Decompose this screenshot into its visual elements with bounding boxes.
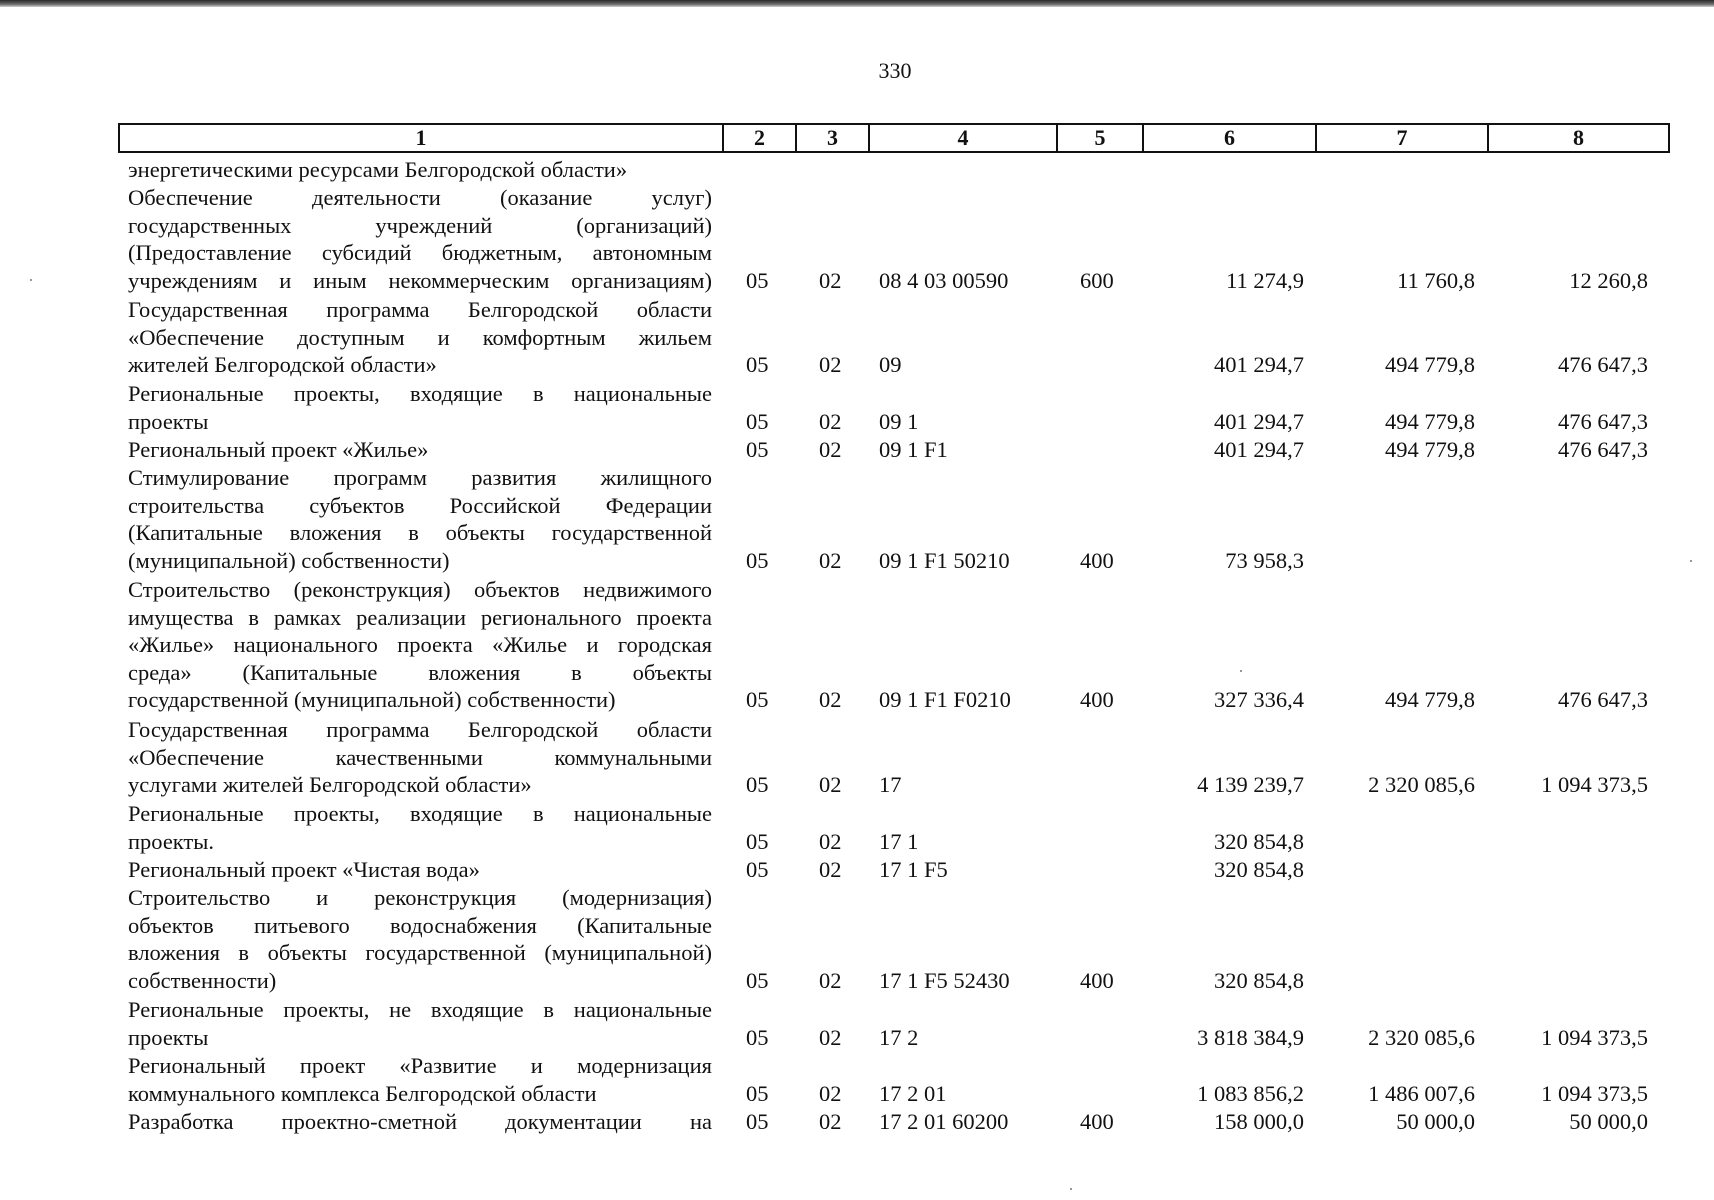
- scan-speck: [30, 279, 32, 281]
- row-description: [128, 996, 712, 1051]
- description-line: Строительство и реконструкция (модернизация): [128, 885, 712, 910]
- amount-col-8: 476 647,3: [1558, 687, 1648, 712]
- subsection-code: 02: [819, 352, 842, 377]
- subsection-code: 02: [819, 857, 842, 882]
- amount-col-7: 2 320 085,6: [1368, 1024, 1475, 1050]
- column-header-8: 8: [1488, 124, 1669, 152]
- column-header-7: 7: [1316, 124, 1488, 152]
- subsection-code: 02: [819, 1109, 842, 1134]
- section-code: 05: [746, 267, 769, 293]
- amount-col-6: 320 854,8: [1214, 967, 1304, 993]
- description-line: Государственная программа Белгородской области: [128, 717, 712, 742]
- description-line: Региональные проекты, входящие в национальные: [128, 801, 712, 826]
- target-article-code: 17 1: [879, 828, 919, 854]
- amount-col-7: 494 779,8: [1385, 687, 1475, 712]
- description-line: жителей Белгородской области»: [128, 352, 437, 377]
- description-line: (Предоставление субсидий бюджетным, автономным: [128, 240, 712, 265]
- amount-col-8: 1 094 373,5: [1541, 1024, 1648, 1050]
- description-line: Стимулирование программ развития жилищного: [128, 465, 712, 490]
- description-line: вложения в объекты государственной (муниципальной): [128, 940, 712, 965]
- row-description: [128, 856, 712, 884]
- amount-col-8: 476 647,3: [1558, 408, 1648, 434]
- column-header-1: 1: [119, 124, 723, 152]
- column-header-table: [118, 123, 1670, 153]
- section-code: 05: [746, 1109, 769, 1134]
- row-description: [128, 436, 712, 464]
- target-article-code: 17 1 F5 52430: [879, 967, 1010, 993]
- section-code: 05: [746, 687, 769, 712]
- description-line: объектов питьевого водоснабжения (Капитальные: [128, 912, 712, 938]
- description-line: Региональный проект «Развитие и модернизация: [128, 1053, 712, 1078]
- amount-col-6: 320 854,8: [1214, 828, 1304, 854]
- scan-speck: [1690, 560, 1692, 562]
- section-code: 05: [746, 967, 769, 993]
- scan-speck: [1240, 670, 1242, 672]
- amount-col-6: 401 294,7: [1214, 352, 1304, 377]
- subsection-code: 02: [819, 437, 842, 462]
- amount-col-6: 1 083 856,2: [1197, 1080, 1304, 1106]
- description-line: Региональные проекты, входящие в национальные: [128, 381, 712, 406]
- description-line: Обеспечение деятельности (оказание услуг): [128, 185, 712, 210]
- description-line: имущества в рамках реализации регионального проекта: [128, 604, 712, 630]
- row-description: [128, 576, 712, 714]
- target-article-code: 09: [879, 352, 902, 377]
- subsection-code: 02: [819, 267, 842, 293]
- expense-type-code: 400: [1080, 967, 1114, 993]
- description-line: (Капитальные вложения в объекты государственной: [128, 520, 712, 545]
- amount-col-6: 4 139 239,7: [1197, 772, 1304, 797]
- expense-type-code: 400: [1080, 1109, 1114, 1134]
- target-article-code: 09 1 F1: [879, 437, 948, 462]
- expense-type-code: 400: [1080, 687, 1114, 712]
- subsection-code: 02: [819, 687, 842, 712]
- description-line: учреждениям и иным некоммерческим организациям): [128, 267, 712, 293]
- description-line: проекты: [128, 1024, 209, 1050]
- column-header-row: [119, 124, 1669, 152]
- description-line: собственности): [128, 967, 277, 993]
- target-article-code: 17 2 01 60200: [879, 1109, 1009, 1134]
- section-code: 05: [746, 352, 769, 377]
- amount-col-6: 11 274,9: [1226, 267, 1304, 293]
- section-code: 05: [746, 408, 769, 434]
- amount-col-7: 494 779,8: [1385, 352, 1475, 377]
- amount-col-7: 50 000,0: [1396, 1109, 1475, 1134]
- column-header-6: 6: [1143, 124, 1316, 152]
- row-description: [128, 1052, 712, 1107]
- page-number: 330: [878, 58, 912, 83]
- amount-col-8: 476 647,3: [1558, 437, 1648, 462]
- column-header-4: 4: [869, 124, 1057, 152]
- expense-type-code: 600: [1080, 267, 1114, 293]
- amount-col-7: 11 760,8: [1397, 267, 1475, 293]
- row-description: [128, 1108, 712, 1136]
- column-header-3: 3: [796, 124, 869, 152]
- amount-col-7: 1 486 007,6: [1368, 1080, 1475, 1106]
- description-line: Региональный проект «Жилье»: [128, 437, 429, 462]
- amount-col-7: 2 320 085,6: [1368, 772, 1475, 797]
- row-description: [128, 184, 712, 294]
- subsection-code: 02: [819, 547, 842, 573]
- amount-col-7: 494 779,8: [1385, 437, 1475, 462]
- subsection-code: 02: [819, 408, 842, 434]
- description-line: государственных учреждений (организаций): [128, 212, 712, 238]
- description-line: «Жилье» национального проекта «Жилье и городская: [128, 632, 712, 657]
- subsection-code: 02: [819, 1024, 842, 1050]
- amount-col-6: 3 818 384,9: [1197, 1024, 1304, 1050]
- subsection-code: 02: [819, 1080, 842, 1106]
- description-line: среда» (Капитальные вложения в объекты: [128, 659, 712, 685]
- row-description: [128, 884, 712, 994]
- row-description: [128, 800, 712, 855]
- amount-col-6: 320 854,8: [1214, 857, 1304, 882]
- target-article-code: 17 2: [879, 1024, 919, 1050]
- target-article-code: 09 1: [879, 408, 919, 434]
- description-line: Строительство (реконструкция) объектов недвижимого: [128, 577, 712, 602]
- description-line: строительства субъектов Российской Федерации: [128, 492, 712, 518]
- target-article-code: 09 1 F1 50210: [879, 547, 1010, 573]
- amount-col-6: 401 294,7: [1214, 408, 1304, 434]
- target-article-code: 09 1 F1 F0210: [879, 687, 1011, 712]
- description-line: услугами жителей Белгородской области»: [128, 772, 532, 797]
- description-line: государственной (муниципальной) собственности): [128, 687, 616, 712]
- row-description: [128, 296, 712, 379]
- column-header-2: 2: [723, 124, 796, 152]
- target-article-code: 17: [879, 772, 902, 797]
- scan-top-edge: [0, 0, 1714, 7]
- amount-col-8: 50 000,0: [1569, 1109, 1648, 1134]
- target-article-code: 17 1 F5: [879, 857, 948, 882]
- amount-col-7: 494 779,8: [1385, 408, 1475, 434]
- row-description: [128, 156, 712, 184]
- section-code: 05: [746, 828, 769, 854]
- description-line: коммунального комплекса Белгородской области: [128, 1080, 597, 1106]
- amount-col-8: 12 260,8: [1569, 267, 1648, 293]
- row-description: [128, 716, 712, 799]
- row-description: [128, 464, 712, 574]
- amount-col-8: 1 094 373,5: [1541, 772, 1648, 797]
- description-line: «Обеспечение доступным и комфортным жильем: [128, 324, 712, 350]
- amount-col-6: 73 958,3: [1225, 547, 1304, 573]
- description-line: Государственная программа Белгородской области: [128, 297, 712, 322]
- section-code: 05: [746, 772, 769, 797]
- description-line: Региональный проект «Чистая вода»: [128, 857, 480, 882]
- description-line: проекты: [128, 408, 209, 434]
- description-line: энергетическими ресурсами Белгородской области»: [128, 157, 628, 182]
- target-article-code: 17 2 01: [879, 1080, 947, 1106]
- column-header-5: 5: [1057, 124, 1143, 152]
- amount-col-8: 476 647,3: [1558, 352, 1648, 377]
- description-line: Региональные проекты, не входящие в национальные: [128, 997, 712, 1022]
- target-article-code: 08 4 03 00590: [879, 267, 1009, 293]
- section-code: 05: [746, 1080, 769, 1106]
- section-code: 05: [746, 547, 769, 573]
- section-code: 05: [746, 857, 769, 882]
- amount-col-8: 1 094 373,5: [1541, 1080, 1648, 1106]
- amount-col-6: 327 336,4: [1214, 687, 1304, 712]
- row-description: [128, 380, 712, 435]
- subsection-code: 02: [819, 828, 842, 854]
- description-line: Разработка проектно-сметной документации на: [128, 1109, 712, 1134]
- subsection-code: 02: [819, 772, 842, 797]
- amount-col-6: 401 294,7: [1214, 437, 1304, 462]
- expense-type-code: 400: [1080, 547, 1114, 573]
- description-line: проекты.: [128, 828, 215, 854]
- amount-col-6: 158 000,0: [1214, 1109, 1304, 1134]
- description-line: «Обеспечение качественными коммунальными: [128, 744, 712, 770]
- subsection-code: 02: [819, 967, 842, 993]
- section-code: 05: [746, 1024, 769, 1050]
- section-code: 05: [746, 437, 769, 462]
- scan-speck: [1070, 1188, 1072, 1190]
- description-line: (муниципальной) собственности): [128, 547, 450, 573]
